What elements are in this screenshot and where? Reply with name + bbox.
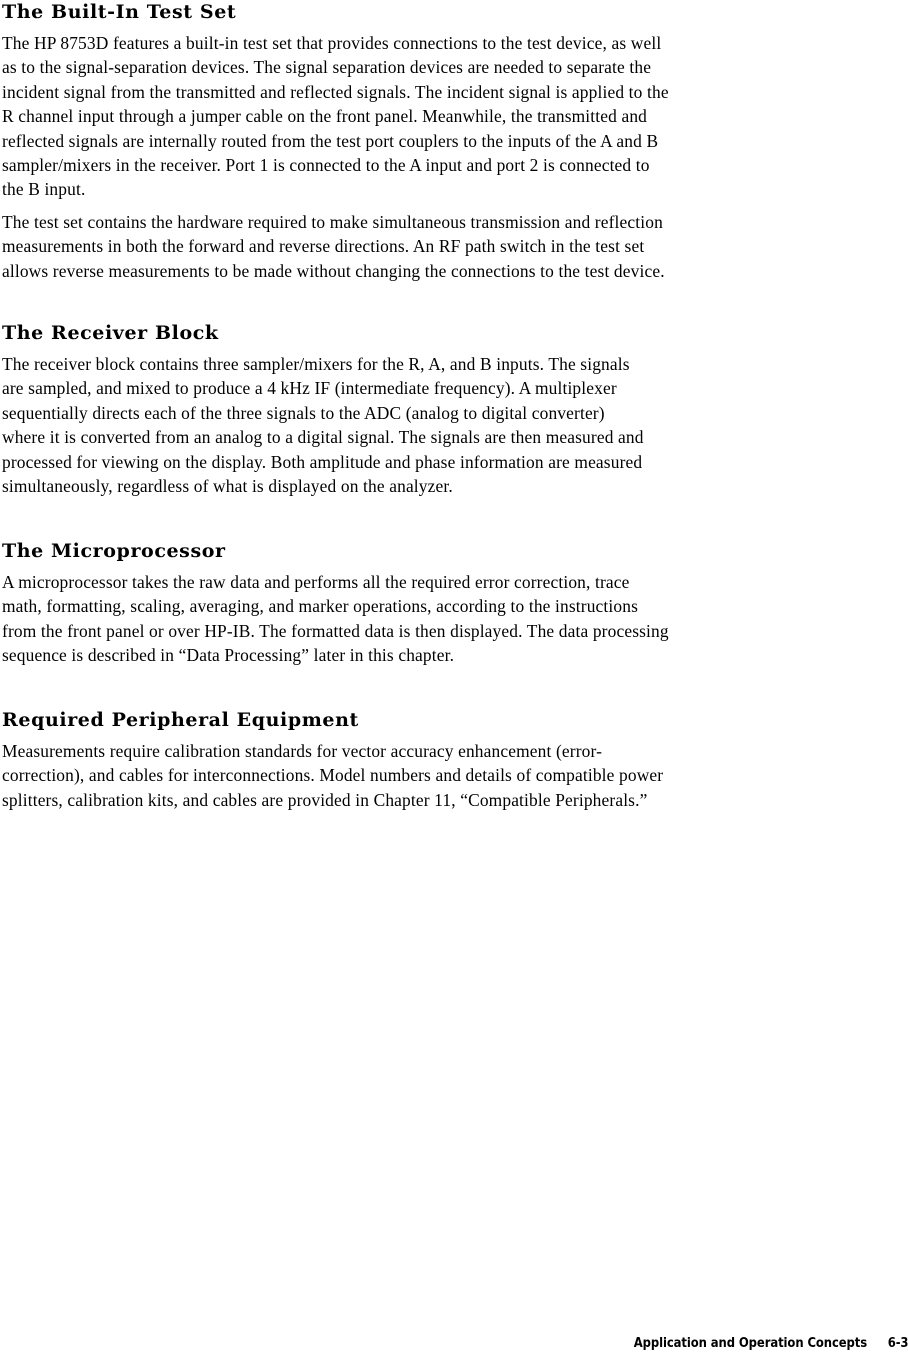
section-heading: The Microprocessor [2, 540, 226, 562]
section-receiver-block [2, 321, 902, 498]
section-heading: The Receiver Block [2, 322, 219, 344]
paragraph: Measurements require calibration standards for vector accuracy enhancement (error- correction), and cables for interconnections. Model numbers and details of compatible power splitters, calibration kits, and cables are provided in Chapter 11, “Compatible Peripherals.” [2, 741, 664, 810]
paragraph: The test set contains the hardware required to make simultaneous transmission and reflection measurements in both the forward and reverse directions. An RF path switch in the test set allows reverse measurements to be made without changing the connections to the test device. [2, 211, 665, 281]
paragraph: The HP 8753D features a built-in test set that provides connections to the test device, as well as to the signal-separation devices. The signal separation devices are needed to separate the incident signal from the transmitted and reflected signals. The incident signal is applied to the R channel input through a jumper cable on the front panel. Meanwhile, the transmitted and reflected signals are internally routed from the test port couplers to the inputs of the A and B sampler/mixers in the receiver. Port 1 is connected to the A input and port 2 is connected to the B input. [2, 33, 669, 200]
section-required-peripheral-equipment [2, 708, 902, 812]
section-heading: Required Peripheral Equipment [2, 709, 359, 731]
section-microprocessor [2, 539, 902, 668]
section-heading: The Built-In Test Set [2, 1, 237, 23]
paragraph: A microprocessor takes the raw data and performs all the required error correction, trace math, formatting, scaling, averaging, and marker operations, according to the instructions from the front panel or over HP-IB. The formatted data is then displayed. The data processing sequence is described in “Data Processing” later in this chapter. [2, 572, 669, 666]
footer-chapter-title: Application and Operation Concepts [633, 1335, 867, 1351]
page-footer [633, 1334, 908, 1352]
footer-page-number: 6-3 [887, 1335, 908, 1351]
paragraph: The receiver block contains three sampler/mixers for the R, A, and B inputs. The signals are sampled, and mixed to produce a 4 kHz IF (intermediate frequency). A multiplexer sequentially directs each of the three signals to the ADC (analog to digital converter) where it is converted from an analog to a digital signal. The signals are then measured and processed for viewing on the display. Both amplitude and phase information are measured simultaneously, regardless of what is displayed on the analyzer. [2, 354, 644, 497]
section-built-in-test-set [2, 0, 902, 283]
